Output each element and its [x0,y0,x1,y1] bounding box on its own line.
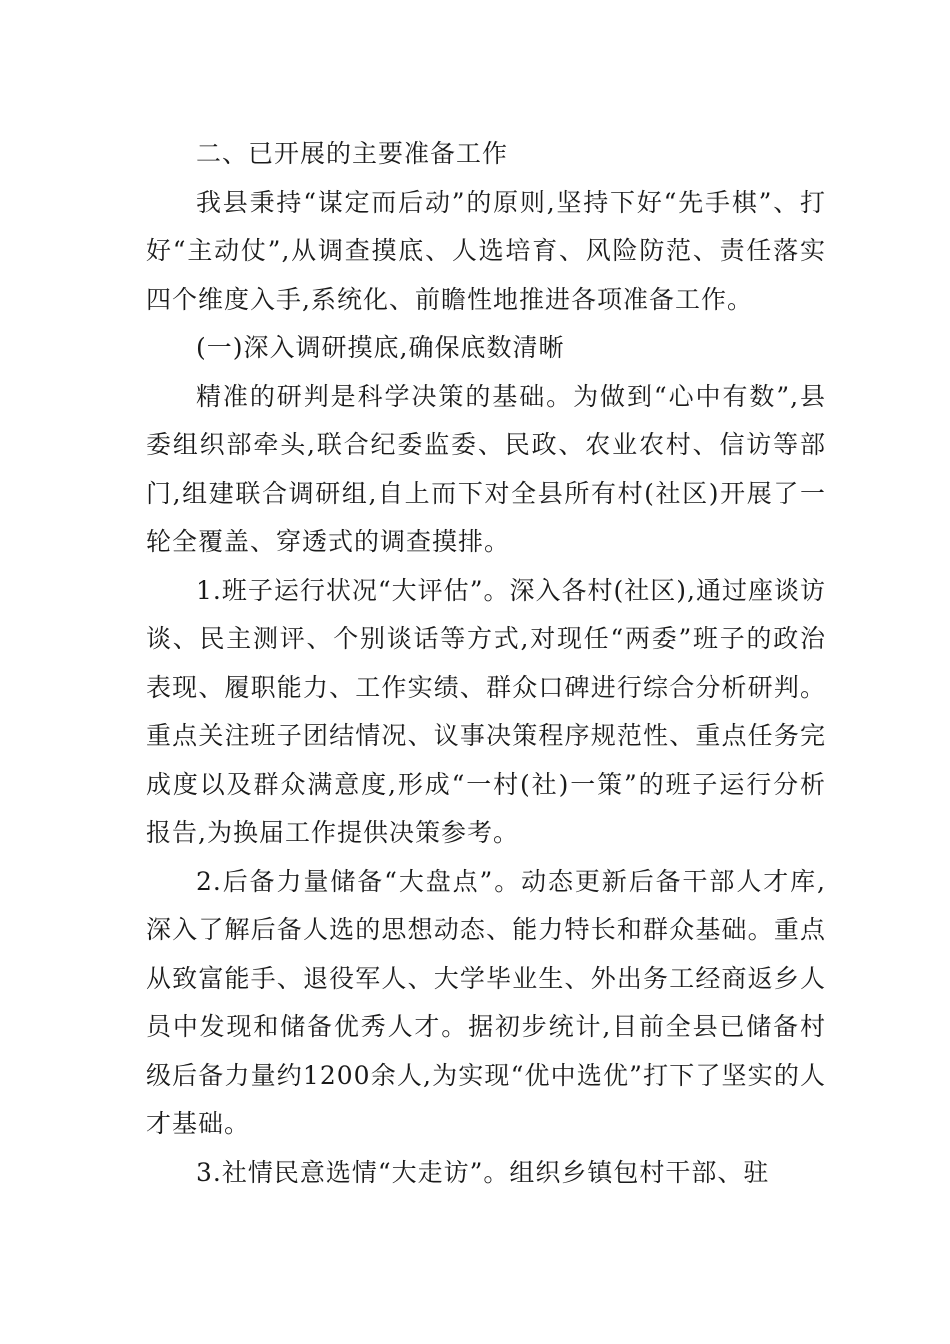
body-paragraph: 精准的研判是科学决策的基础。为做到“心中有数”,县委组织部牵头,联合纪委监委、民政、农业农村、信访等部门,组建联合调研组,自上而下对全县所有村(社区)开展了一轮全覆盖、穿透式的调查摸排。 [146,381,826,556]
list-item-3: 3.社情民意选情“大走访”。组织乡镇包村干部、驻 [196,1157,770,1187]
section-heading: 二、已开展的主要准备工作 [196,139,509,168]
document-body [146,130,826,1197]
list-item-2: 2.后备力量储备“大盘点”。动态更新后备干部人才库,深入了解后备人选的思想动态、能力特长和群众基础。重点从致富能手、退役军人、大学毕业生、外出务工经商返乡人员中发现和储备优秀人才。据初步统计,目前全县已储备村级后备力量约1200余人,为实现“优中选优”打下了坚实的人才基础。 [146,866,826,1138]
list-item-1: 1.班子运行状况“大评估”。深入各村(社区),通过座谈访谈、民主测评、个别谈话等方式,对现任“两委”班子的政治表现、履职能力、工作实绩、群众口碑进行综合分析研判。重点关注班子团结情况、议事决策程序规范性、重点任务完成度以及群众满意度,形成“一村(社)一策”的班子运行分析报告,为换届工作提供决策参考。 [146,575,826,847]
intro-paragraph: 我县秉持“谋定而后动”的原则,坚持下好“先手棋”、打好“主动仗”,从调查摸底、人选培育、风险防范、责任落实四个维度入手,系统化、前瞻性地推进各项准备工作。 [146,187,826,314]
subsection-heading: (一)深入调研摸底,确保底数清晰 [196,333,565,362]
